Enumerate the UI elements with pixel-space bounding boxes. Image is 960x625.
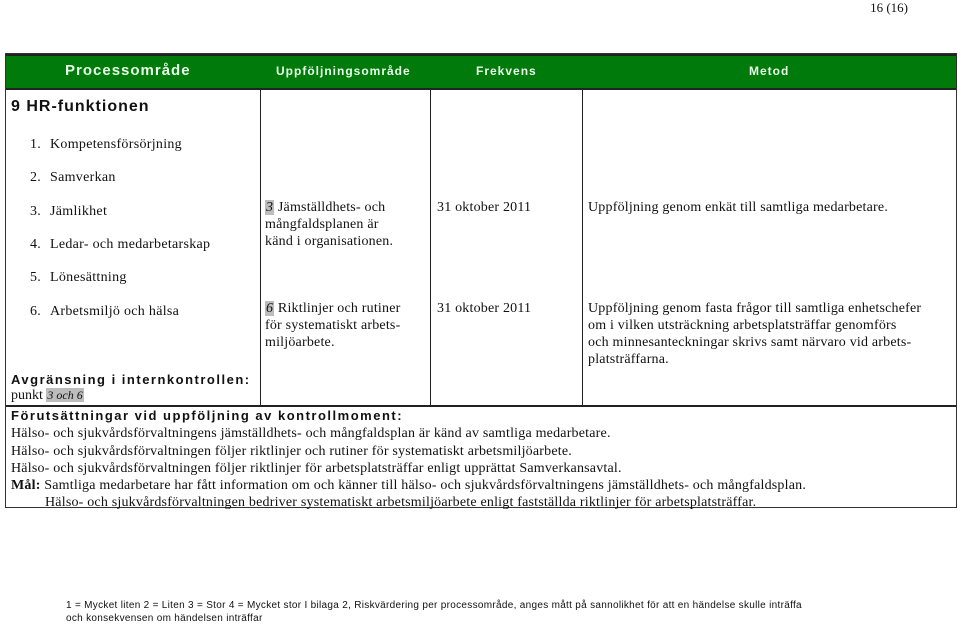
list-item: 4. Ledar- och medarbetarskap <box>30 237 211 252</box>
header-metod: Metod <box>749 64 790 78</box>
forutsattning-line: Hälso- och sjukvårdsförvaltningens jämställdhets- och mångfaldsplan är känd av samtliga medarbetare. <box>11 426 611 441</box>
list-item: 5. Lönesättning <box>30 270 127 285</box>
list-item: 6. Arbetsmiljö och hälsa <box>30 304 180 319</box>
risk-marker: 3 <box>266 200 274 215</box>
process-table <box>5 53 957 508</box>
column-divider <box>430 90 431 406</box>
forutsattningar-title: Förutsättningar vid uppföljning av kontrollmoment: <box>11 408 404 423</box>
page-number: 16 (16) <box>870 0 908 15</box>
column-divider <box>582 90 583 406</box>
forutsattning-line: Hälso- och sjukvårdsförvaltningen följer riktlinjer för arbetsplatsträffar enligt upprättat Samverkansavtal. <box>11 461 622 476</box>
section-title: 9 HR-funktionen <box>11 98 150 115</box>
uppfoljningsomrade-cell: 6 Riktlinjer och rutiner för systematiskt arbets- miljöarbete. <box>265 301 401 350</box>
goal-label: Mål: <box>11 478 41 493</box>
list-item: 3. Jämlikhet <box>30 204 108 219</box>
goal-line-2: Hälso- och sjukvårdsförvaltningen bedriver systematiskt arbetsmiljöarbete enligt fastställda riktlinjer för arbetsplatsträffar. <box>45 495 757 510</box>
metod-cell: Uppföljning genom enkät till samtliga medarbetare. <box>588 200 889 215</box>
divider <box>6 405 956 407</box>
column-divider <box>260 90 261 406</box>
table-header <box>6 54 956 90</box>
metod-cell: Uppföljning genom fasta frågor till samtliga enhetschefer om i vilken utsträckning arbetsplatsträffar genomförs och minnesanteckningar skrivs samt närvaro vid arbets- platsträffarna. <box>588 301 922 367</box>
frekvens-cell: 31 oktober 2011 <box>437 200 532 215</box>
footnote: 1 = Mycket liten 2 = Liten 3 = Stor 4 = Mycket stor I bilaga 2, Riskvärdering per processområde, anges mått på sannolikhet för att en händelse skulle inträffa och konsekvensen om händelsen inträffar <box>66 600 802 624</box>
uppfoljningsomrade-cell: 3 Jämställdhets- och mångfaldsplanen är känd i organisationen. <box>265 200 394 249</box>
goal-line: Mål: Samtliga medarbetare har fått information om och känner till hälso- och sjukvårdsförvaltningens jämställdhets- och mångfaldsplan. <box>11 478 807 493</box>
avgransning-title: Avgränsning i internkontrollen: <box>11 372 251 387</box>
list-item: 2. Samverkan <box>30 170 116 185</box>
header-processomrade: Processområde <box>65 62 191 79</box>
forutsattning-line: Hälso- och sjukvårdsförvaltningen följer riktlinjer och rutiner för systematiskt arbetsmiljöarbete. <box>11 444 572 459</box>
avgransning-points: punkt 3 och 6 <box>11 388 83 403</box>
list-item: 1. Kompetensförsörjning <box>30 137 182 152</box>
header-frekvens: Frekvens <box>476 64 537 78</box>
risk-marker: 6 <box>266 301 274 316</box>
header-uppfoljningsomrade: Uppföljningsområde <box>276 64 411 78</box>
frekvens-cell: 31 oktober 2011 <box>437 301 532 316</box>
